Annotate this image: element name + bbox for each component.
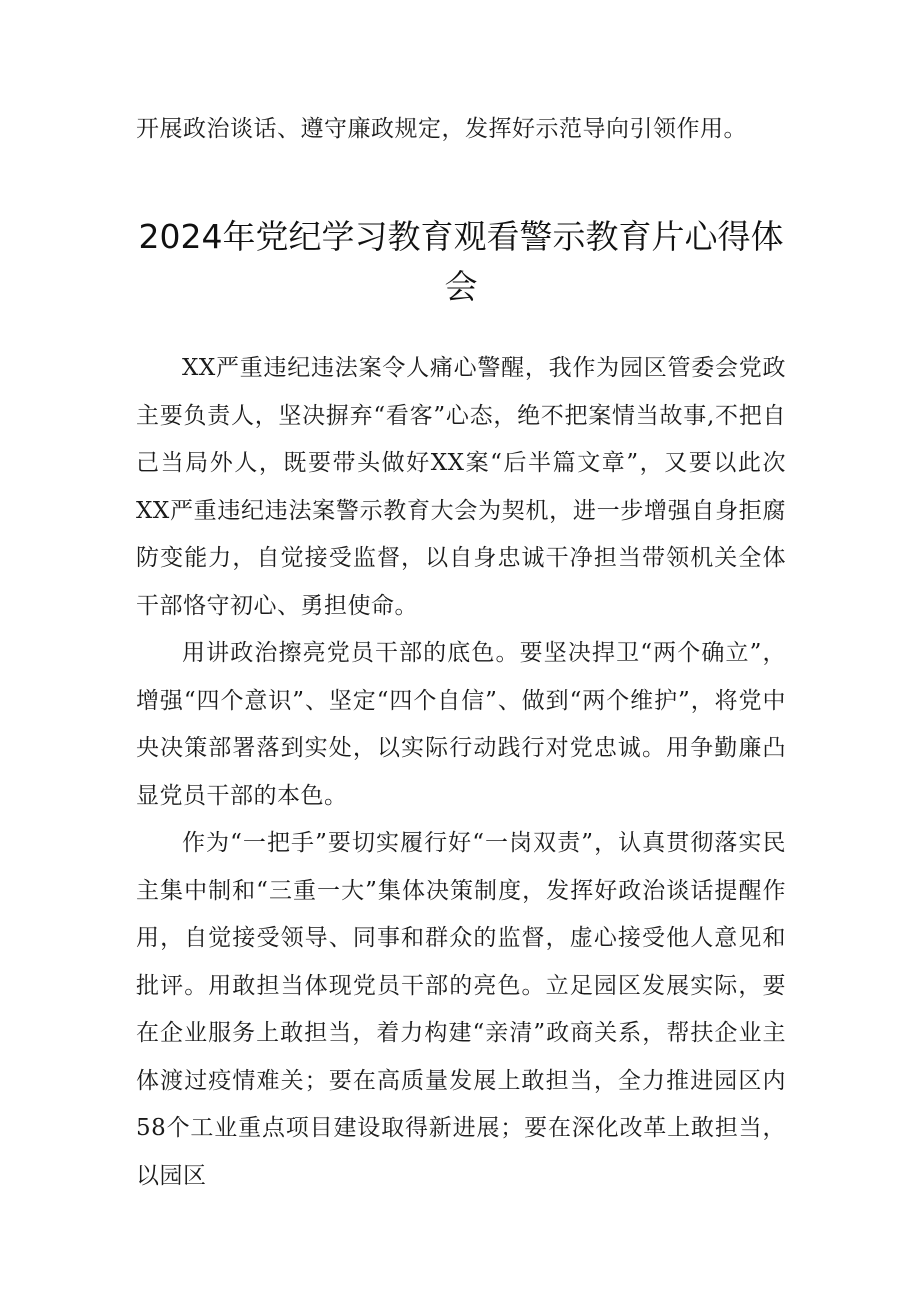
paragraph-1: XX严重违纪违法案令人痛心警醒，我作为园区管委会党政主要负责人，坚决摒弃“看客”心态，绝不把案情当故事,不把自己当局外人，既要带头做好XX案“后半篇文章”，又要以此次XX严重违纪违法案警示教育大会为契机，进一步增强自身拒腐防变能力，自觉接受监督，以自身忠诚干净担当带领机关全体干部恪守初心、勇担使命。 (136, 355, 786, 619)
paragraph-2: 用讲政治擦亮党员干部的底色。要坚决捍卫“两个确立”，增强“四个意识”、坚定“四个自信”、做到“两个维护”，将党中央决策部署落到实处，以实际行动践行对党忠诚。用争勤廉凸显党员干部的本色。 (136, 640, 786, 809)
lead-line: 开展政治谈话、遵守廉政规定，发挥好示范导向引领作用。 (136, 116, 747, 142)
document-title: 2024年党纪学习教育观看警示教育片心得体会 (138, 217, 784, 306)
document-body (136, 345, 786, 1200)
paragraph-3: 作为“一把手”要切实履行好“一岗双责”，认真贯彻落实民主集中制和“三重一大”集体决策制度，发挥好政治谈话提醒作用，自觉接受领导、同事和群众的监督，虚心接受他人意见和批评。用敢担当体现党员干部的亮色。立足园区发展实际，要在企业服务上敢担当，着力构建“亲清”政商关系，帮扶企业主体渡过疫情难关；要在高质量发展上敢担当，全力推进园区内58个工业重点项目建设取得新进展；要在深化改革上敢担当，以园区 (136, 830, 786, 1189)
